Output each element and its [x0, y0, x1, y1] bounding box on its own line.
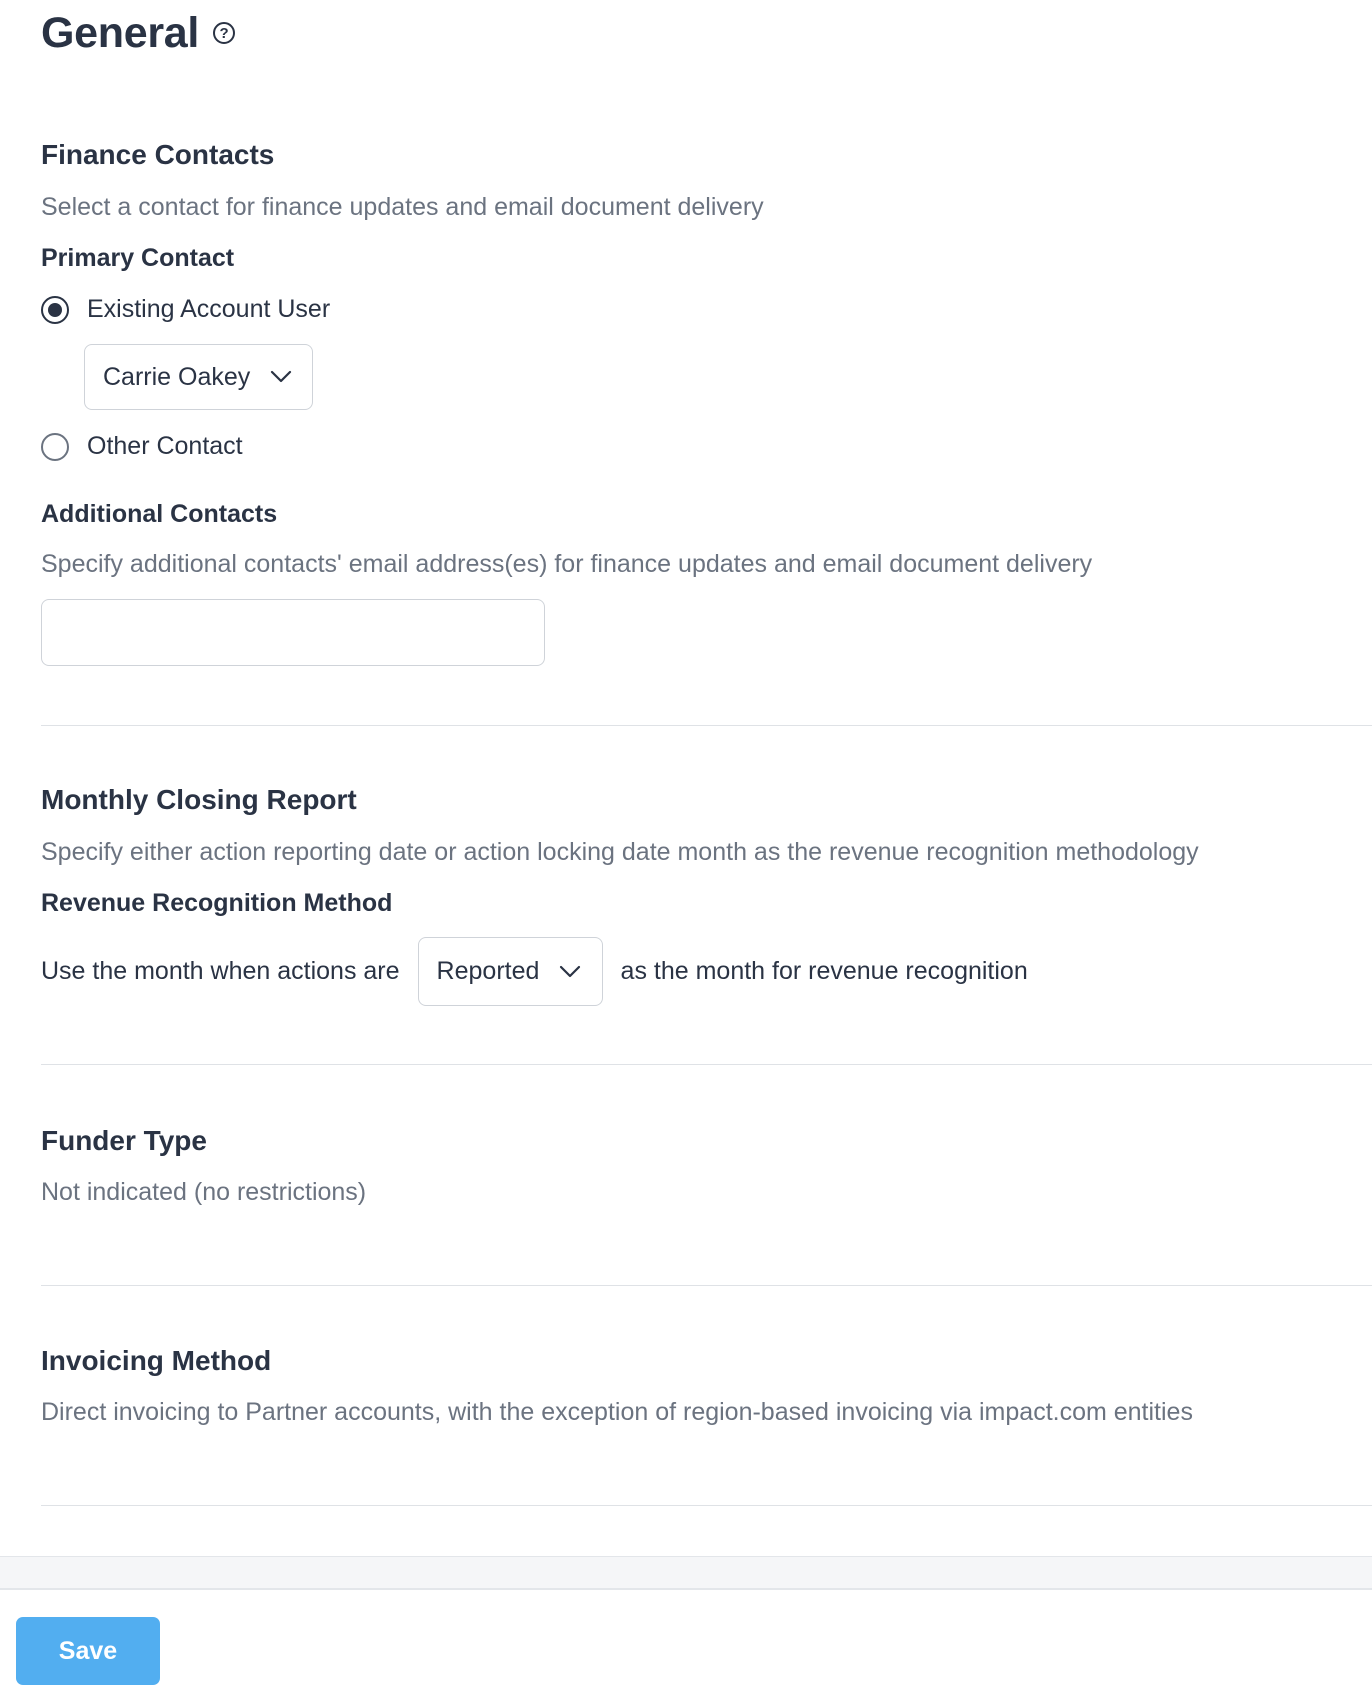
revenue-method-suffix: as the month for revenue recognition	[620, 957, 1028, 985]
section-divider	[41, 1505, 1372, 1506]
radio-existing-account-user[interactable]	[41, 295, 330, 324]
chevron-down-icon	[559, 965, 581, 979]
revenue-method-prefix: Use the month when actions are	[41, 957, 400, 985]
radio-button-checked[interactable]	[41, 296, 69, 324]
radio-label: Other Contact	[87, 432, 243, 460]
revenue-method-select[interactable]	[418, 937, 603, 1006]
finance-contacts-title: Finance Contacts	[41, 139, 275, 170]
section-divider	[41, 1285, 1372, 1286]
invoicing-method-value: Direct invoicing to Partner accounts, with the exception of region-based invoicing via impact.com entities	[41, 1398, 1193, 1426]
funder-type-title: Funder Type	[41, 1125, 207, 1156]
page-header	[41, 6, 235, 60]
save-button[interactable]: Save	[16, 1617, 160, 1685]
funder-type-value: Not indicated (no restrictions)	[41, 1178, 367, 1206]
finance-contacts-description: Select a contact for finance updates and email document delivery	[41, 193, 764, 221]
account-user-select[interactable]	[84, 344, 313, 410]
revenue-method-row	[41, 937, 1028, 1006]
monthly-closing-description: Specify either action reporting date or action locking date month as the revenue recognition methodology	[41, 838, 1199, 866]
select-value: Reported	[436, 957, 540, 985]
radio-other-contact[interactable]	[41, 432, 243, 461]
additional-contacts-label: Additional Contacts	[41, 500, 278, 528]
radio-label: Existing Account User	[87, 295, 331, 323]
additional-contacts-description: Specify additional contacts' email address(es) for finance updates and email document delivery	[41, 550, 1093, 578]
additional-contacts-input[interactable]	[41, 599, 545, 666]
page-title: General	[41, 8, 200, 57]
monthly-closing-title: Monthly Closing Report	[41, 784, 357, 815]
chevron-down-icon	[270, 370, 292, 384]
section-divider	[41, 725, 1372, 726]
radio-button-unchecked[interactable]	[41, 433, 69, 461]
footer-bar	[0, 1588, 1372, 1700]
select-value: Carrie Oakey	[103, 362, 251, 391]
section-divider	[41, 1064, 1372, 1065]
footer-separator	[0, 1556, 1372, 1589]
revenue-method-label: Revenue Recognition Method	[41, 889, 393, 917]
help-icon[interactable]: ?	[213, 22, 235, 44]
primary-contact-label: Primary Contact	[41, 244, 235, 272]
invoicing-method-title: Invoicing Method	[41, 1345, 272, 1376]
